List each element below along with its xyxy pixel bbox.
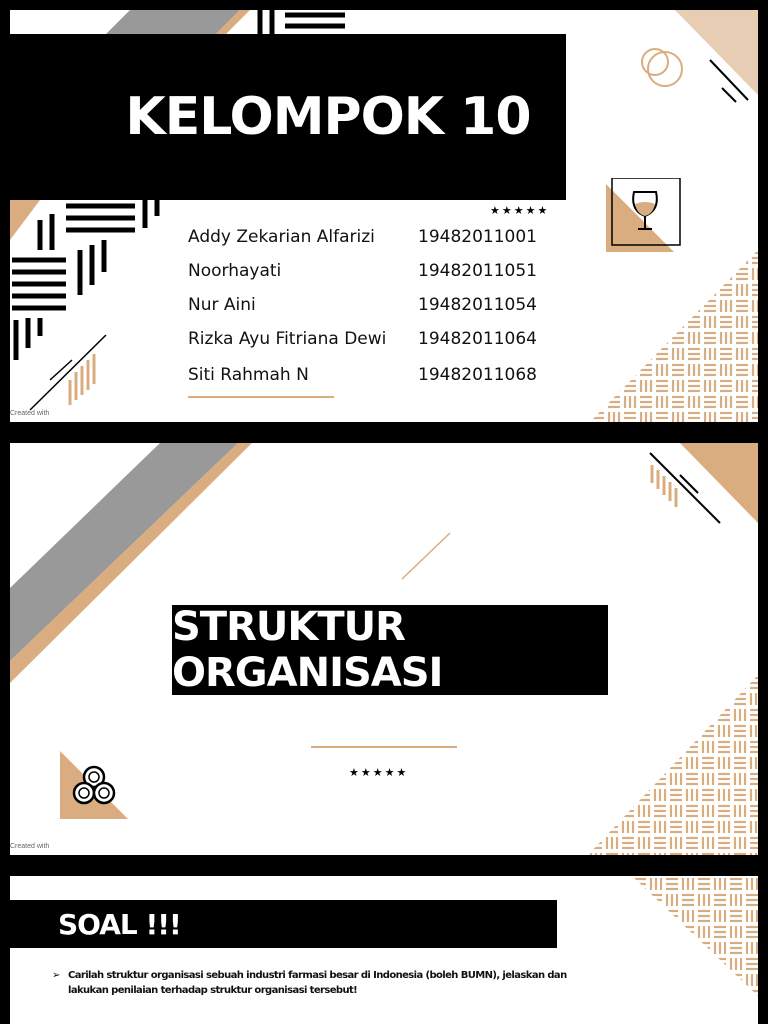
coins-icon xyxy=(58,749,130,821)
slide-struktur xyxy=(10,443,758,855)
slide2-title: STRUKTUR ORGANISASI xyxy=(172,604,443,696)
slide2-created-with: Created with xyxy=(10,843,50,850)
decor-weave-right-3 xyxy=(632,876,758,996)
bullet-arrow-icon: ➢ xyxy=(52,970,61,981)
slide1-title: KELOMPOK 10 xyxy=(125,87,531,147)
member-name: Rizka Ayu Fitriana Dewi xyxy=(188,329,387,349)
decor-slash xyxy=(400,531,452,581)
slide2-title-banner xyxy=(172,605,608,695)
slide2-underline xyxy=(311,746,457,748)
wine-glass-icon xyxy=(606,178,682,254)
question-line-2: lakukan penilaian terhadap struktur organisasi tersebut! xyxy=(68,985,358,996)
decor-weave-right xyxy=(590,250,758,422)
question-item xyxy=(52,968,612,998)
member-id: 19482011068 xyxy=(418,365,537,385)
member-id: 19482011051 xyxy=(418,261,537,281)
slide1-created-with: Created with xyxy=(10,410,50,417)
member-name: Noorhayati xyxy=(188,261,282,281)
slide1-stars: ★★★★★ xyxy=(490,204,550,217)
decor-weave-right-2 xyxy=(588,675,758,855)
slide2-stars: ★★★★★ xyxy=(349,766,409,779)
slide-kelompok xyxy=(10,10,758,422)
decor-hatch-left xyxy=(10,200,170,422)
slide3-title: SOAL !!! xyxy=(58,907,181,941)
slide3-title-banner xyxy=(10,900,557,948)
slide-soal xyxy=(10,876,758,1024)
member-id: 19482011054 xyxy=(418,295,537,315)
member-name: Siti Rahmah N xyxy=(188,365,309,385)
decor-top-right xyxy=(630,10,758,110)
decor-top-right-2 xyxy=(640,443,758,533)
slide1-underline xyxy=(188,396,334,398)
member-name: Addy Zekarian Alfarizi xyxy=(188,227,375,247)
question-line-1: Carilah struktur organisasi sebuah industri farmasi besar di Indonesia (boleh BUMN), jelaskan dan xyxy=(68,970,567,981)
member-name: Nur Aini xyxy=(188,295,256,315)
member-id: 19482011001 xyxy=(418,227,537,247)
slide1-title-banner xyxy=(10,34,566,200)
member-id: 19482011064 xyxy=(418,329,537,349)
